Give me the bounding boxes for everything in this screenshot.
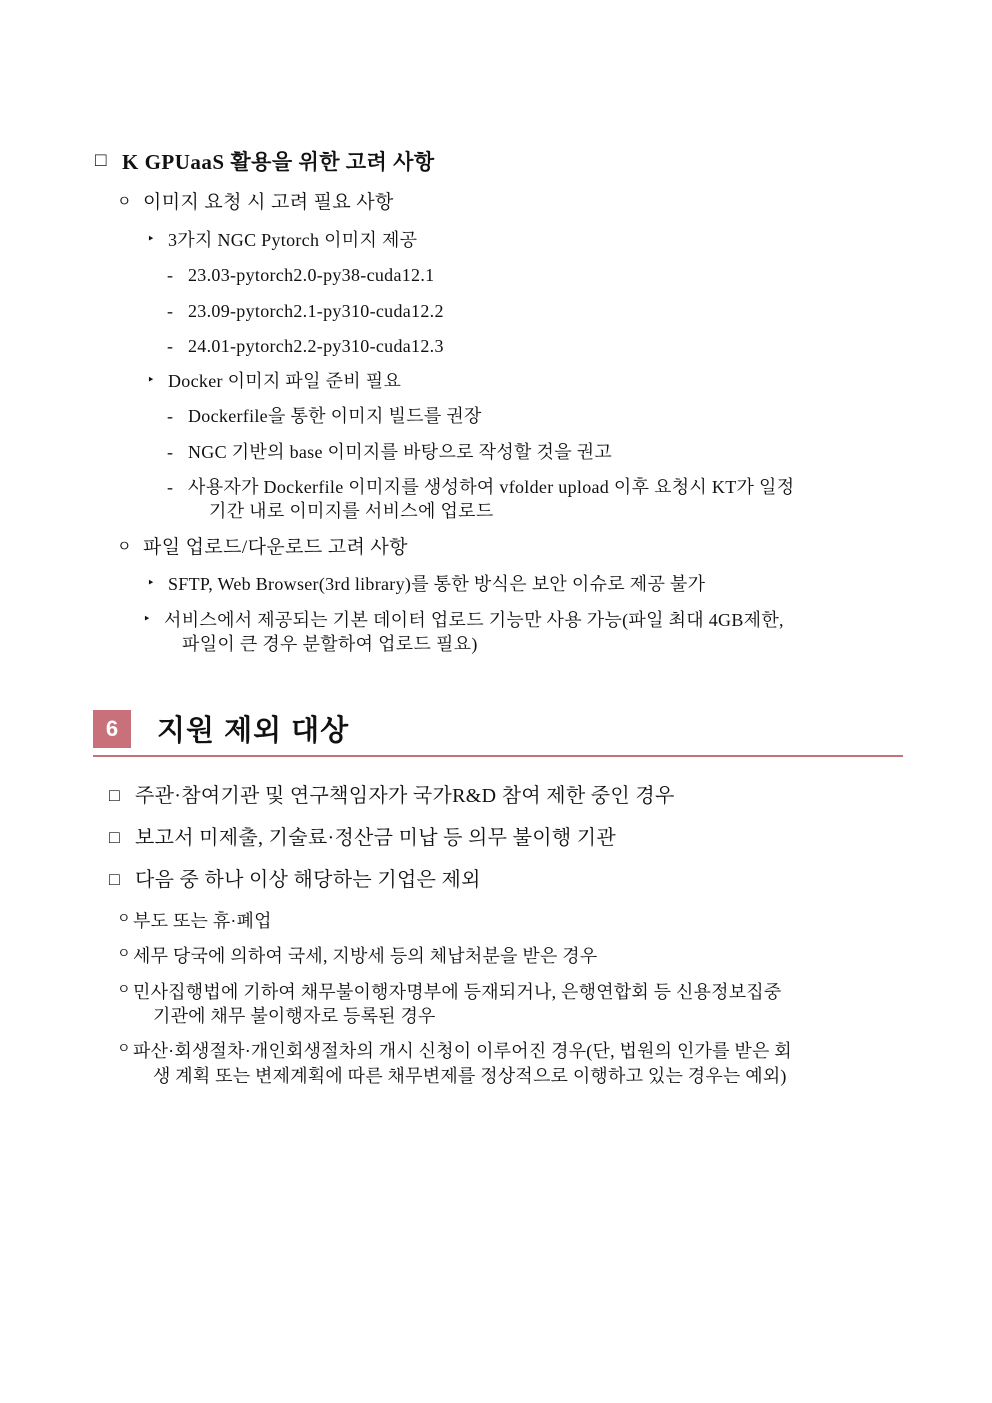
dash-bullet-icon: -: [167, 406, 174, 427]
list-item: [147, 572, 905, 596]
list-item: [109, 867, 905, 894]
list-item-text: 주관·참여기관 및 연구책임자가 국가R&D 참여 제한 중인 경우: [135, 785, 675, 808]
list-item: [167, 263, 905, 287]
list-item: [147, 228, 905, 252]
triangle-bullet-icon: ‣: [147, 230, 155, 246]
list-item-text: 23.09-pytorch2.1-py310-cuda12.2: [188, 300, 444, 321]
list-item-text: 다음 중 하나 이상 해당하는 기업은 제외: [135, 869, 481, 892]
list-item-text-line1: 파산·회생절차·개인회생절차의 개시 신청이 이루어진 경우(단, 법원의 인가를 받은 회: [133, 1041, 792, 1062]
list-item-text: Dockerfile을 통한 이미지 빌드를 권장: [188, 406, 482, 427]
list-item-text-line1: 서비스에서 제공되는 기본 데이터 업로드 기능만 사용 가능(파일 최대 4GB제한,: [164, 609, 784, 630]
dash-bullet-icon: -: [167, 265, 174, 286]
list-item-text: 3가지 NGC Pytorch 이미지 제공: [168, 229, 418, 250]
list-item: [167, 475, 905, 524]
list-item: [109, 825, 905, 852]
list-item-text: Docker 이미지 파일 준비 필요: [168, 371, 402, 392]
list-item-text-line1: 사용자가 Dockerfile 이미지를 생성하여 vfolder upload 이후 요청시 KT가 일정: [188, 477, 795, 498]
triangle-bullet-icon: ‣: [147, 575, 155, 591]
list-item: [117, 1039, 905, 1088]
list-item: [117, 535, 905, 561]
list-item-text: 파일 업로드/다운로드 고려 사항: [143, 536, 408, 558]
list-item-text-line2: 기간 내로 이미지를 서비스에 업로드: [209, 501, 494, 522]
list-item: [109, 783, 905, 810]
page-content: [95, 148, 905, 1099]
gpuaas-heading: [95, 148, 905, 176]
section-header: [93, 708, 905, 749]
list-item: [167, 334, 905, 358]
list-item-text: 24.01-pytorch2.2-py310-cuda12.3: [188, 335, 444, 356]
section-divider: [93, 755, 903, 757]
list-item: [117, 944, 905, 968]
list-item-text: SFTP, Web Browser(3rd library)를 통한 방식은 보안 이슈로 제공 불가: [168, 574, 706, 595]
triangle-bullet-icon: ‣: [147, 372, 155, 388]
section-title: 지원 제외 대상: [157, 715, 350, 748]
list-item: [147, 369, 905, 393]
list-item-text: 보고서 미제출, 기술료·정산금 미납 등 의무 불이행 기관: [135, 827, 616, 850]
list-item-text: 23.03-pytorch2.0-py38-cuda12.1: [188, 265, 435, 286]
circle-bullet-icon: ㅇ: [117, 1042, 131, 1058]
circle-bullet-icon: ㅇ: [117, 947, 131, 963]
list-item-text: NGC 기반의 base 이미지를 바탕으로 작성할 것을 권고: [188, 441, 613, 462]
list-item: [167, 440, 905, 464]
list-item-text: 부도 또는 휴·폐업: [133, 911, 272, 932]
list-item: [117, 980, 905, 1029]
list-item-text-line2: 기관에 채무 불이행자로 등록된 경우: [153, 1006, 436, 1027]
triangle-bullet-icon: ‣: [143, 610, 151, 626]
dash-bullet-icon: -: [167, 335, 174, 356]
square-bullet-icon: □: [109, 869, 121, 890]
circle-bullet-icon: ㅇ: [117, 194, 132, 211]
gpuaas-heading-text: K GPUaaS 활용을 위한 고려 사항: [122, 150, 435, 174]
list-item-text-line2: 생 계획 또는 변제계획에 따른 채무변제를 정상적으로 이행하고 있는 경우는 예외): [153, 1065, 787, 1086]
list-item-text: 이미지 요청 시 고려 필요 사항: [143, 192, 394, 214]
list-item-text: 세무 당국에 의하여 국세, 지방세 등의 체납처분을 받은 경우: [133, 946, 598, 967]
dash-bullet-icon: -: [167, 441, 174, 462]
list-item: [167, 299, 905, 323]
square-bullet-icon: □: [95, 150, 107, 171]
list-item: [167, 404, 905, 428]
circle-bullet-icon: ㅇ: [117, 912, 131, 928]
list-item: [117, 909, 905, 933]
circle-bullet-icon: ㅇ: [117, 982, 131, 998]
list-item-text-line2: 파일이 큰 경우 분할하여 업로드 필요): [182, 633, 478, 654]
circle-bullet-icon: ㅇ: [117, 538, 132, 555]
list-item: [117, 190, 905, 216]
dash-bullet-icon: -: [167, 300, 174, 321]
list-item-text-line1: 민사집행법에 기하여 채무불이행자명부에 등재되거나, 은행연합회 등 신용정보집중: [133, 981, 782, 1002]
square-bullet-icon: □: [109, 785, 121, 806]
square-bullet-icon: □: [109, 827, 121, 848]
section-number-badge: 6: [93, 710, 131, 748]
list-item: [143, 608, 905, 657]
dash-bullet-icon: -: [167, 477, 174, 498]
